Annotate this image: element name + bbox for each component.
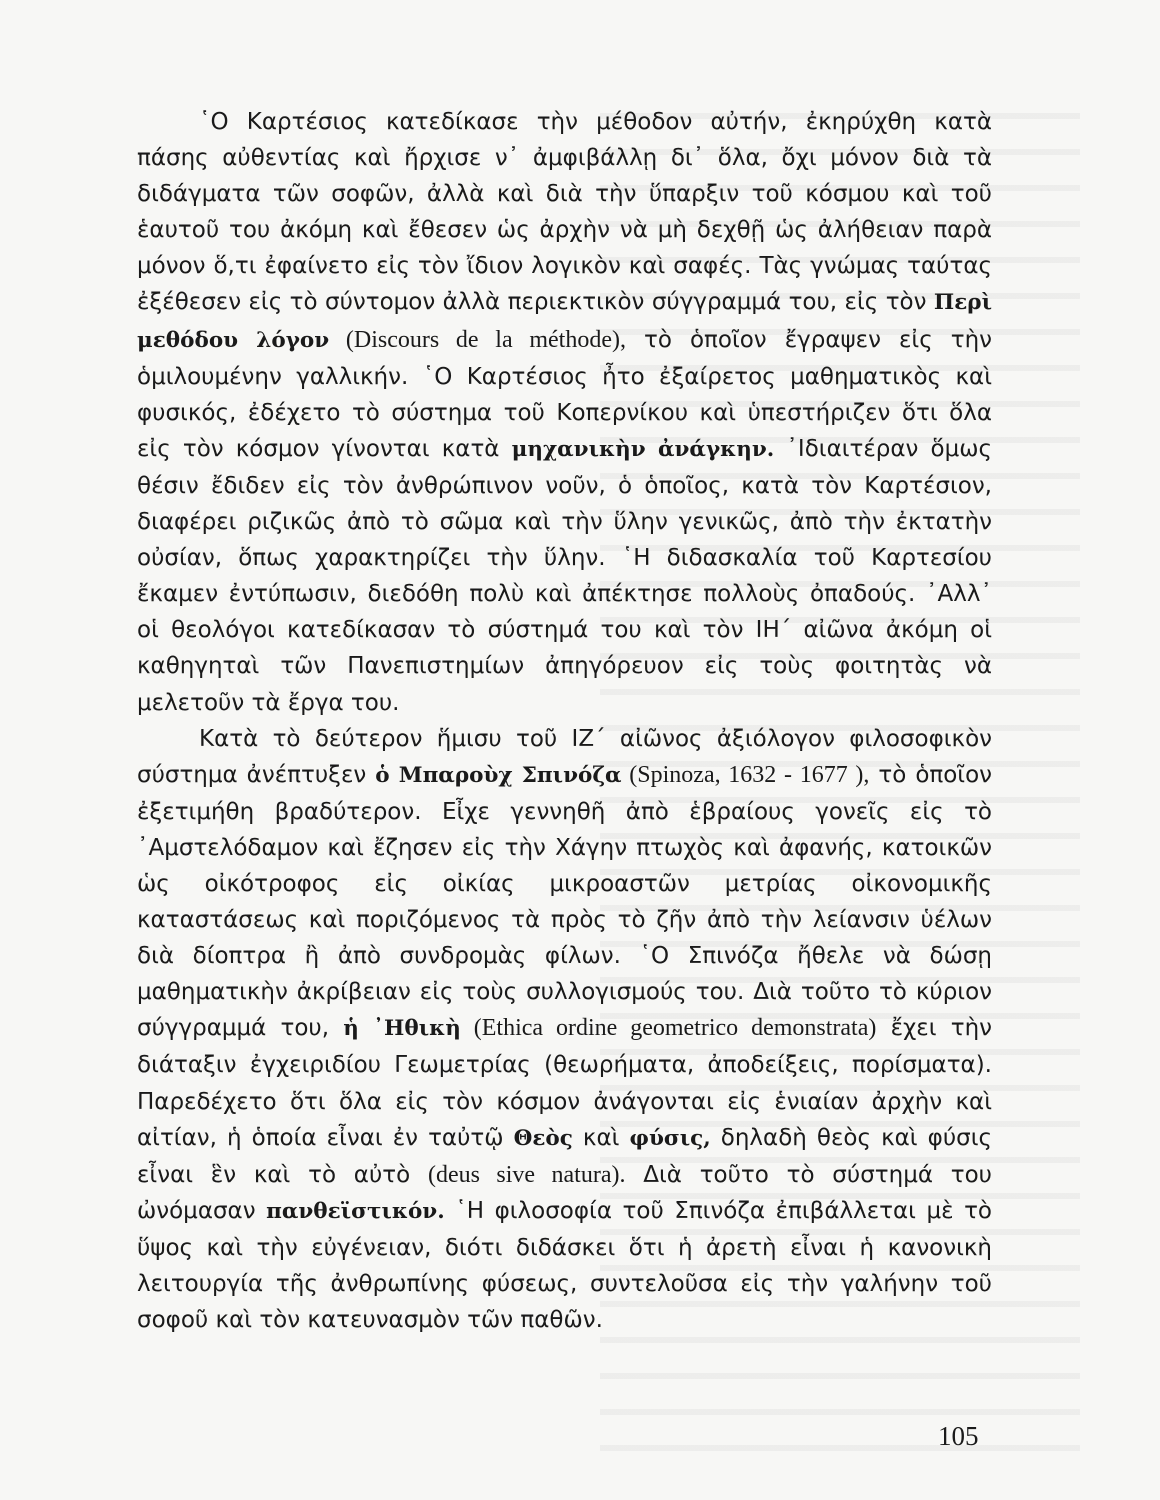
text-run: δηλαδὴ θεὸς καὶ φύσις εἶναι ἓν καὶ τὸ αὐτὸ: [137, 1124, 993, 1188]
text-run: καὶ: [572, 1124, 630, 1151]
latin-text: (Ethica ordine geometrico demonstrata): [460, 1015, 877, 1042]
text-run: Διὰ τοῦτο τὸ σύστημά του ὠνόμασαν: [137, 1161, 992, 1224]
text-run: τὸ ὁποῖον ἔγραψεν εἰς τὴν ὁμιλουμένην γαλλικήν. ῾Ο Καρτέσιος ἦτο ἐξαίρετος μαθηματικὸς καὶ φυσικός, ἐδέχετο τὸ σύστημα τοῦ Κοπερνίκου καὶ ὑπεστήριζεν ὅτι ὅλα εἰς τὸν κόσμον γίνονται κατὰ: [137, 326, 992, 462]
text-run: ῾Ο Καρτέσιος κατεδίκασε τὴν μέθοδον αὐτήν, ἐκηρύχθη κατὰ πάσης αὐθεντίας καὶ ἤρχισε ν᾿ ἀμφιβάλλῃ δι᾿ ὅλα, ὄχι μόνον διὰ τὰ διδάγματα τῶν σοφῶν, ἀλλὰ καὶ διὰ τὴν ὕπαρξιν τοῦ κόσμου καὶ τοῦ ἑαυτοῦ του ἀκόμη καὶ ἔθεσεν ὡς ἀρχὴν νὰ μὴ δεχθῇ ὡς ἀλήθειαν παρὰ μόνον ὅ,τι ἐφαίνετο εἰς τὸν ἴδιον λογικὸν καὶ σαφές. Τὰς γνώμας ταύτας ἐξέθεσεν εἰς τὸ σύντομον ἀλλὰ περιεκτικὸν σύγγραμμά του, εἰς τὸν: [137, 109, 992, 316]
paragraph-descartes: [137, 104, 992, 721]
bold-term: μηχανικὴν ἀνάγκην.: [511, 436, 775, 462]
latin-text: (Discours de la méthode),: [329, 326, 626, 353]
bold-term: Θεὸς: [513, 1125, 573, 1151]
bold-term: ἡ ᾿Ηθικὴ: [343, 1016, 461, 1042]
bold-term: πανθεϊστικόν.: [266, 1198, 445, 1224]
latin-text: (Spinoza, 1632 - 1677 ),: [621, 761, 870, 788]
text-run: τὸ ὁποῖον ἐξετιμήθη βραδύτερον. Εἶχε γεννηθῆ ἀπὸ ἑβραίους γονεῖς εἰς τὸ ᾿Αμστελόδαμον καὶ ἔζησεν εἰς τὴν Χάγην πτωχὸς καὶ ἀφανής, κατοικῶν ὡς οἰκότροφος εἰς οἰκίας μικροαστῶν μετρίας οἰκονομικῆς καταστάσεως καὶ ποριζόμενος τὰ πρὸς τὸ ζῆν ἀπὸ τὴν λείανσιν ὑέλων διὰ δίοπτρα ἢ ἀπὸ συνδρομὰς φίλων. ῾Ο Σπινόζα ἤθελε νὰ δώσῃ μαθηματικὴν ἀκρίβειαν εἰς τοὺς συλλογισμούς του. Διὰ τοῦτο τὸ κύριον σύγγραμμά του,: [137, 761, 993, 1042]
body-text: [137, 104, 992, 1338]
bold-term: Περὶ μεθόδου λόγον: [137, 290, 992, 353]
text-run: ἔχει τὴν διάταξιν ἐγχειριδίου Γεωμετρίας (θεωρήματα, ἀποδείξεις, πορίσματα). Παρεδέχετο ὅτι ὅλα εἰς τὸν κόσμον ἀνάγονται εἰς ἑνιαίαν ἀρχὴν καὶ αἰτίαν, ἡ ὁποία εἶναι ἐν ταὐτῷ: [137, 1015, 993, 1151]
text-run: Κατὰ τὸ δεύτερον ἥμισυ τοῦ ΙΖ΄ αἰῶνος ἀξιόλογον φιλοσοφικὸν σύστημα ἀνέπτυξεν: [137, 725, 992, 788]
text-run: ᾿Ιδιαιτέραν ὅμως θέσιν ἔδιδεν εἰς τὸν ἀνθρώπινον νοῦν, ὁ ὁποῖος, κατὰ τὸν Καρτέσιον, διαφέρει ριζικῶς ἀπὸ τὸ σῶμα καὶ τὴν ὕλην γενικῶς, ἀπὸ τὴν ἐκτατὴν οὐσίαν, ὅπως χαρακτηρίζει τὴν ὕλην. ῾Η διδασκαλία τοῦ Καρτεσίου ἔκαμεν ἐντύπωσιν, διεδόθη πολὺ καὶ ἀπέκτησε πολλοὺς ὀπαδούς. ᾿Αλλ᾿ οἱ θεολόγοι κατεδίκασαν τὸ σύστημά του καὶ τὸν ΙΗ΄ αἰῶνα ἀκόμη οἱ καθηγηταὶ τῶν Πανεπιστημίων ἀπηγόρευον εἰς τοὺς φοιτητὰς νὰ μελετοῦν τὰ ἔργα του.: [137, 435, 992, 716]
page-number: 105: [938, 1421, 979, 1451]
paragraph-spinoza: [137, 721, 992, 1339]
bold-term: ὁ Μπαροὺχ Σπινόζα: [375, 762, 622, 788]
latin-text: (deus sive natura).: [427, 1161, 626, 1188]
bold-term: φύσις,: [629, 1125, 711, 1151]
text-run: ῾Η φιλοσοφία τοῦ Σπινόζα ἐπιβάλλεται μὲ τὸ ὕψος καὶ τὴν εὐγένειαν, διότι διδάσκει ὅτι ἡ ἀρετὴ εἶναι ἡ κανονικὴ λειτουργία τῆς ἀνθρωπίνης φύσεως, συντελοῦσα εἰς τὴν γαλήνην τοῦ σοφοῦ καὶ τὸν κατευνασμὸν τῶν παθῶν.: [137, 1197, 993, 1334]
